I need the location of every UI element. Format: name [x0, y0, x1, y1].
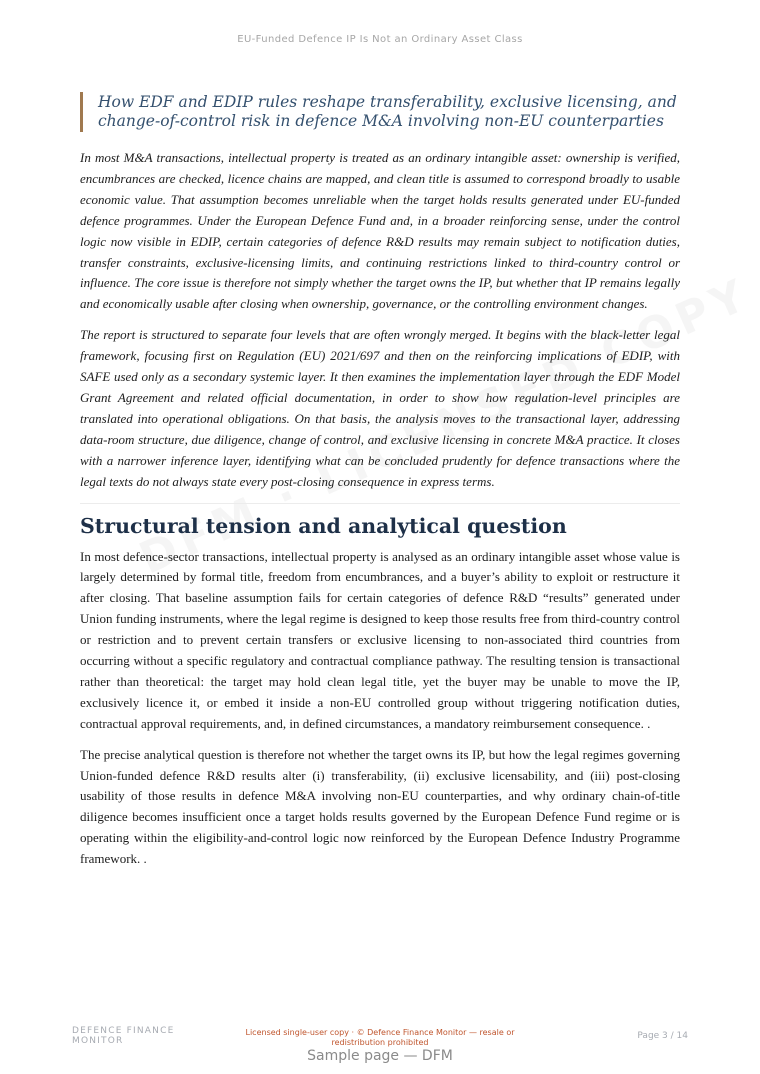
footer-brand-line: DEFENCE FINANCE	[72, 1026, 175, 1036]
page-number: Page 3 / 14	[637, 1031, 688, 1041]
subtitle-pullquote: How EDF and EDIP rules reshape transferability, exclusive licensing, and change-of-control risk in defence M&A involving non-EU counterparties	[80, 92, 680, 132]
body-paragraph: In most defence-sector transactions, intellectual property is analysed as an ordinary intangible asset whose value is largely determined by formal title, freedom from encumbrances, and a buyer’s ability to exploit or restructure it after closing. That baseline assumption fails for certain categories of defence R&D “results” generated under Union funding instruments, where the legal regime is designed to keep those results free from third-country control or restriction and to prevent certain transfers or exclusive licensing to non-associated third countries from occurring without a specific regulatory and contractual compliance pathway. The resulting tension is transactional rather than theoretical: the target may hold clean legal title, yet the buyer may be unable to move the IP, exclusively licence it, or embed it inside a non-EU controlled group without triggering notification duties, contractual approval requirements, and, in defined circumstances, a mandatory reimbursement consequence. .	[80, 548, 680, 731]
footer-brand	[72, 1027, 212, 1046]
footer-license-notice: Licensed single-user copy · © Defence Finance Monitor — resale or redistribution prohibited	[245, 1028, 515, 1047]
section-body	[80, 547, 680, 871]
running-header: EU-Funded Defence IP Is Not an Ordinary Asset Class	[237, 34, 523, 45]
abstract-paragraph: In most M&A transactions, intellectual property is treated as an ordinary intangible asset: ownership is verified, encumbrances are checked, licence chains are mapped, and clean title is assumed to correspond broadly to usable economic value. That assumption becomes unreliable when the target holds results generated under EU-funded defence programmes. Under the European Defence Fund and, in a broader reinforcing sense, under the control logic now visible in EDIP, certain categories of defence R&D results may remain subject to notification duties, transfer constraints, exclusive-licensing limits, and continuing restrictions linked to third-country control or influence. The core issue is therefore not simply whether the target owns the IP, but whether that IP remains legally and economically usable after closing when ownership, governance, or the controlling environment changes.	[80, 150, 680, 312]
section-heading: Structural tension and analytical question	[80, 513, 567, 538]
page-content	[80, 92, 680, 880]
footer-brand-line: MONITOR	[72, 1035, 124, 1046]
section-divider	[80, 503, 680, 504]
sample-page-label: Sample page — DFM	[307, 1048, 453, 1064]
body-paragraph: The precise analytical question is therefore not whether the target owns its IP, but how the legal regimes governing Union-funded defence R&D results alter (i) transferability, (ii) exclusive licensability, and (iii) post-closing usability of those results in defence M&A involving non-EU counterparties, and why ordinary chain-of-title diligence becomes insufficient once a target holds results governed by the European Defence Fund regime or is operating within the eligibility-and-control logic now reinforced by the European Defence Industry Programme framework. .	[80, 746, 680, 867]
abstract-paragraph: The report is structured to separate four levels that are often wrongly merged. It begins with the black-letter legal framework, focusing first on Regulation (EU) 2021/697 and then on the reinforcing implications of EDIP, with SAFE used only as a secondary systemic layer. It then examines the implementation layer through the EDF Model Grant Agreement and related official documentation, in order to show how regulation-level principles are translated into operational obligations. On that basis, the analysis moves to the transactional layer, addressing data-room structure, due diligence, change of control, and exclusive licensing in concrete M&A practice. It closes with a narrower inference layer, identifying what can be concluded prudently for defence transactions where the legal texts do not always state every post-closing consequence in express terms.	[80, 327, 680, 489]
abstract	[80, 148, 680, 493]
